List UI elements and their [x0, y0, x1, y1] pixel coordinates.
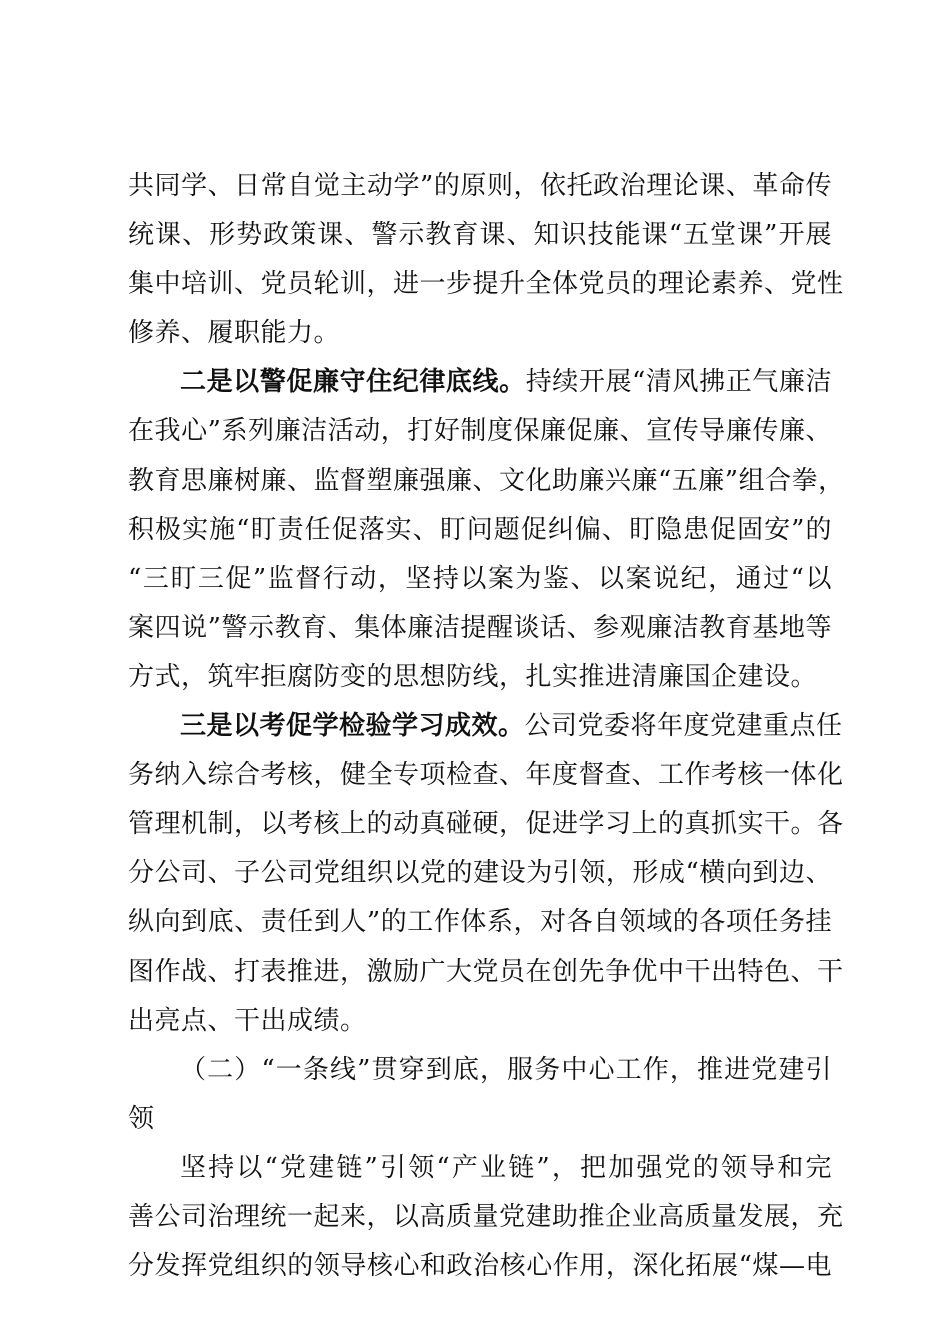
paragraph-lead-heading: 三是以考促学检验学习成效。 — [180, 711, 525, 742]
paragraph-1 — [128, 162, 844, 358]
section-heading-line: （二）“一条线”贯穿到底，服务中心工作，推进党建引 — [180, 1054, 832, 1085]
text-span: 持续开展“清风拂正气廉洁 — [525, 367, 832, 398]
text-line: 管理机制，以考核上的动真碰硬，促进学习上的真抓实干。各 — [128, 809, 844, 840]
paragraph-2 — [128, 358, 845, 702]
text-line: 集中培训、党员轮训，进一步提升全体党员的理论素养、党性 — [128, 269, 844, 300]
text-line: 分发挥党组织的领导核心和政治核心作用，深化拓展“煤—电 — [128, 1251, 832, 1282]
text-line: 在我心”系列廉洁活动，打好制度保廉促廉、宣传导廉传廉、 — [128, 416, 832, 447]
text-line: 修养、履职能力。 — [128, 318, 341, 349]
paragraph-4 — [128, 1144, 844, 1291]
text-line: 坚持以“党建链”引领“产业链”，把加强党的领导和完 — [180, 1152, 832, 1183]
text-line: 共同学、日常自觉主动学”的原则，依托政治理论课、革命传 — [128, 171, 832, 201]
text-line: 分公司、子公司党组织以党的建设为引领，形成“横向到边、 — [128, 858, 832, 889]
paragraph-3 — [128, 702, 844, 1046]
text-line: 出亮点、干出成绩。 — [128, 1005, 367, 1036]
text-line: “三盯三促”监督行动，坚持以案为鉴、以案说纪，通过“以 — [128, 563, 832, 594]
text-line — [128, 358, 832, 407]
text-line: 案四说”警示教育、集体廉洁提醒谈话、参观廉洁教育基地等 — [128, 612, 832, 643]
text-line: 教育思廉树廉、监督塑廉强廉、文化助廉兴廉“五廉”组合拳， — [128, 465, 845, 496]
paragraph-lead-heading: 二是以警促廉守住纪律底线。 — [180, 367, 526, 398]
text-span: 公司党委将年度党建重点任 — [524, 711, 843, 742]
document-page — [128, 162, 845, 1291]
text-line: 图作战、打表推进，激励广大党员在创先争优中干出特色、干 — [128, 956, 844, 987]
text-line — [128, 702, 843, 751]
text-line: 善公司治理统一起来，以高质量党建助推企业高质量发展，充 — [128, 1201, 844, 1232]
text-line: 统课、形势政策课、警示教育课、知识技能课“五堂课”开展 — [128, 220, 832, 251]
text-line: 方式，筑牢拒腐防变的思想防线，扎实推进清廉国企建设。 — [128, 661, 818, 692]
text-line: 积极实施“盯责任促落实、盯问题促纠偏、盯隐患促固安”的 — [128, 514, 832, 545]
text-line: 纵向到底、责任到人”的工作体系，对各自领域的各项任务挂 — [128, 907, 832, 938]
section-heading-line: 领 — [128, 1103, 155, 1134]
section-heading — [128, 1046, 832, 1144]
text-line: 务纳入综合考核，健全专项检查、年度督查、工作考核一体化 — [128, 760, 844, 791]
